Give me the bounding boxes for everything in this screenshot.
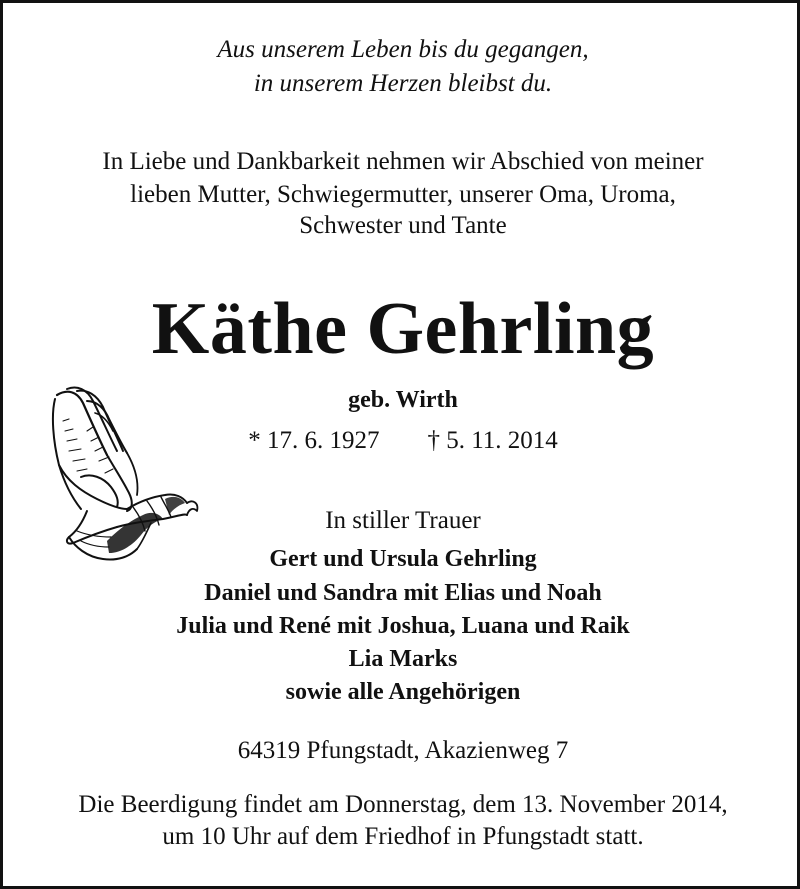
funeral-line-1: Die Beerdigung findet am Donnerstag, dem 13. November 2014, — [78, 791, 728, 818]
intro-line-1: In Liebe und Dankbarkeit nehmen wir Abschied von meiner — [102, 148, 704, 175]
intro-line-2: lieben Mutter, Schwiegermutter, unserer Oma, Uroma, — [130, 181, 676, 208]
mourning-heading: In stiller Trauer — [325, 507, 481, 534]
funeral-line-2: um 10 Uhr auf dem Friedhof in Pfungstadt statt. — [162, 823, 644, 850]
death-date: † 5. 11. 2014 — [427, 427, 558, 454]
maiden-name: geb. Wirth — [348, 387, 458, 413]
motto-line-2: in unserem Herzen bleibst du. — [253, 70, 553, 97]
deceased-name: Käthe Gehrling — [151, 288, 655, 370]
address: 64319 Pfungstadt, Akazienweg 7 — [237, 737, 569, 764]
family-line-2: Daniel und Sandra mit Elias und Noah — [204, 580, 602, 606]
family-line-3: Julia und René mit Joshua, Luana und Raik — [176, 613, 630, 639]
motto-line-1: Aus unserem Leben bis du gegangen, — [217, 36, 589, 63]
family-line-4: Lia Marks — [348, 646, 458, 672]
intro-line-3: Schwester und Tante — [299, 212, 507, 239]
family-line-5: sowie alle Angehörigen — [285, 679, 521, 705]
family-line-1: Gert und Ursula Gehrling — [269, 546, 537, 572]
birth-date: * 17. 6. 1927 — [248, 427, 380, 454]
